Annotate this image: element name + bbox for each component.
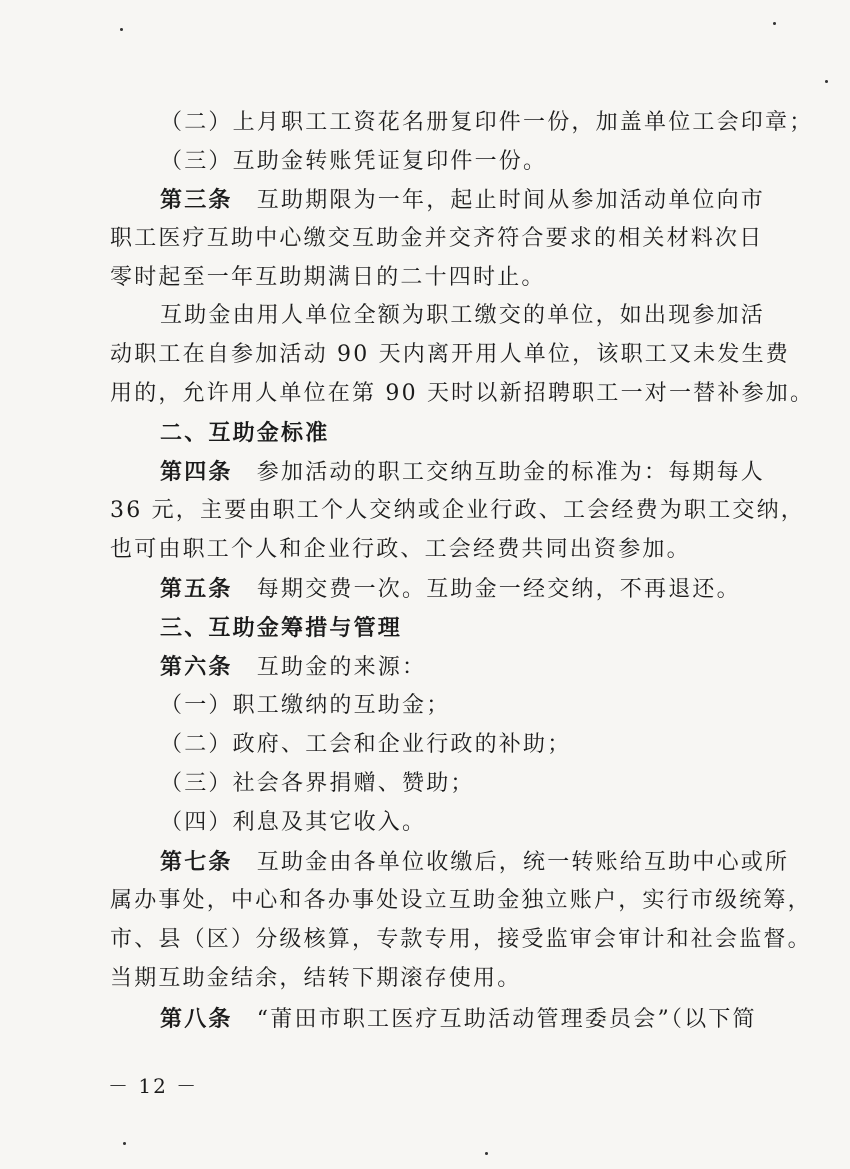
doc-line-11: 36 元，主要由职工个人交纳或企业行政、工会经费为职工交纳，	[110, 498, 805, 523]
scan-speck	[485, 1152, 488, 1155]
page-number: － 12 －	[108, 1074, 199, 1098]
doc-line-23: 当期互助金结余，结转下期滚存使用。	[110, 966, 522, 991]
doc-line-19: （四）利息及其它收入。	[160, 810, 427, 835]
doc-line-7: 动职工在自参加活动 90 天内离开用人单位，该职工又未发生费	[110, 342, 790, 367]
doc-line-17: （二）政府、工会和企业行政的补助；	[160, 732, 572, 757]
doc-line-16: （一）职工缴纳的互助金；	[160, 693, 451, 718]
doc-line-8: 用的，允许用人单位在第 90 天时以新招聘职工一对一替补参加。	[110, 381, 815, 406]
doc-line-6: 互助金由用人单位全额为职工缴交的单位，如出现参加活	[160, 303, 766, 328]
doc-line-20: 第七条 互助金由各单位收缴后，统一转账给互助中心或所	[160, 849, 790, 875]
section-heading-3: 三、互助金筹措与管理	[160, 615, 403, 641]
doc-line-24: 第八条 “莆田市职工医疗互助活动管理委员会”（以下简	[160, 1006, 757, 1032]
doc-line-15: 第六条 互助金的来源：	[160, 654, 427, 680]
section-heading-2: 二、互助金标准	[160, 420, 330, 446]
doc-line-1: （二）上月职工工资花名册复印件一份，加盖单位工会印章；	[160, 110, 814, 135]
doc-line-21: 属办事处，中心和各办事处设立互助金独立账户，实行市级统筹，	[110, 888, 812, 913]
doc-line-2: （三）互助金转账凭证复印件一份。	[160, 149, 548, 174]
doc-line-4: 职工医疗互助中心缴交互助金并交齐符合要求的相关材料次日	[110, 226, 764, 251]
scan-speck	[773, 22, 776, 25]
doc-line-5: 零时起至一年互助期满日的二十四时止。	[110, 265, 546, 290]
doc-line-22: 市、县（区）分级核算，专款专用，接受监审会审计和社会监督。	[110, 927, 812, 952]
scan-speck	[120, 28, 123, 31]
doc-line-13: 第五条 每期交费一次。互助金一经交纳，不再退还。	[160, 576, 741, 602]
scan-speck	[123, 1142, 126, 1145]
doc-line-3: 第三条 互助期限为一年，起止时间从参加活动单位向市	[160, 187, 766, 213]
doc-line-10: 第四条 参加活动的职工交纳互助金的标准为：每期每人	[160, 459, 766, 485]
doc-line-18: （三）社会各界捐赠、赞助；	[160, 771, 475, 796]
scan-speck	[825, 80, 828, 83]
doc-line-12: 也可由职工个人和企业行政、工会经费共同出资参加。	[110, 537, 691, 562]
